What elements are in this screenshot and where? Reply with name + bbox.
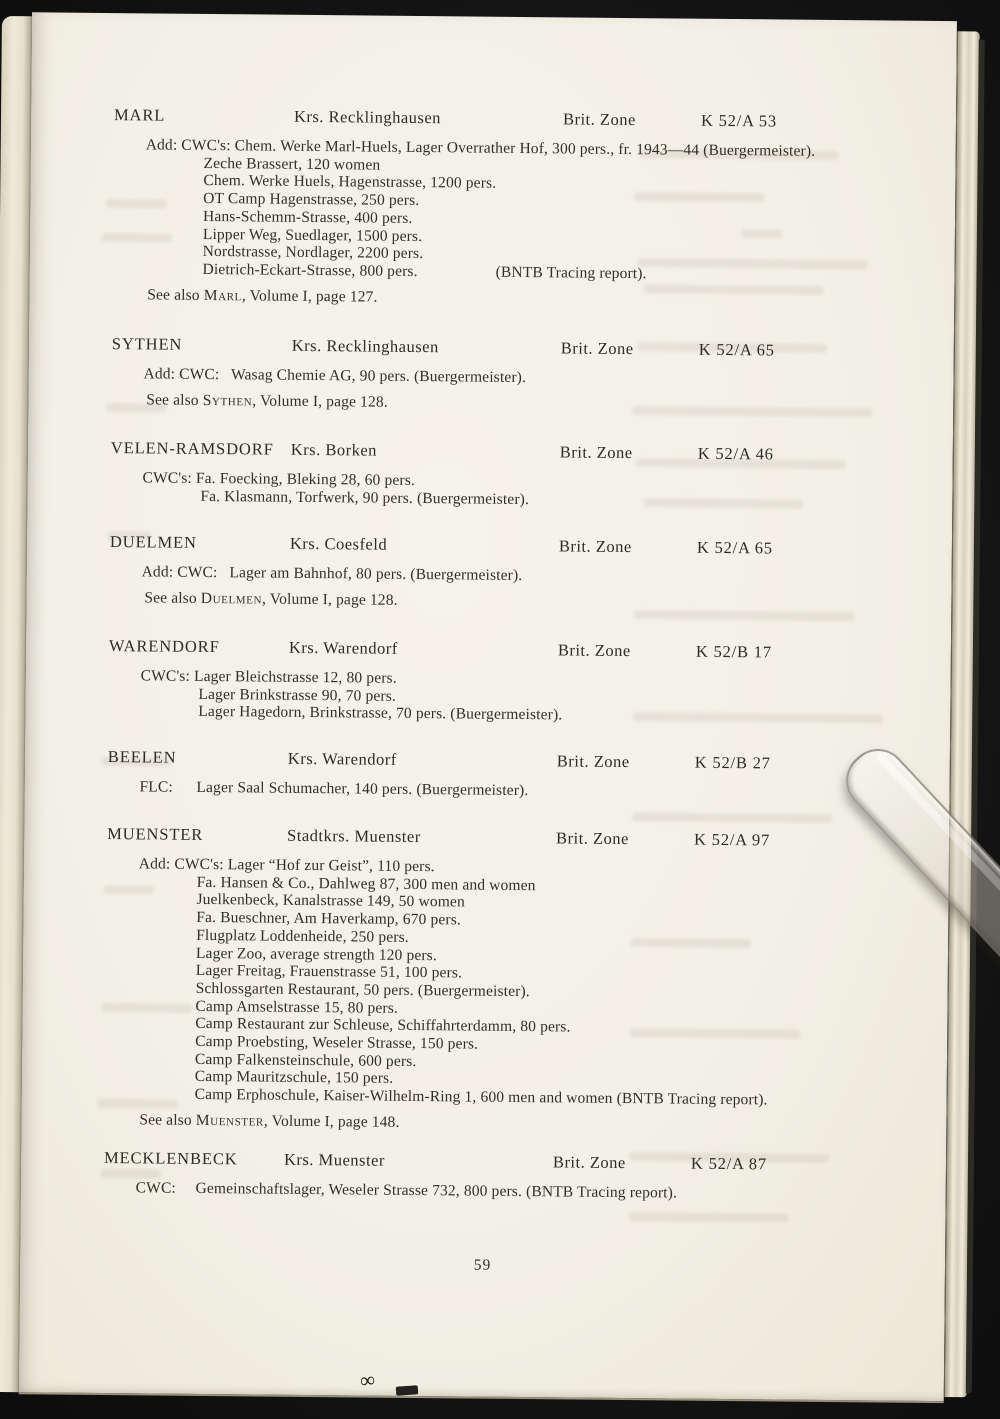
entry-line: Nordstrasse, Nordlager, 2200 pers. [202,243,424,263]
entry-line: Add: CWC: Lager am Bahnhof, 80 pers. (Buergermeister). [141,563,523,585]
occupation-zone: Brit. Zone [557,640,631,661]
entry-line: Add: CWC's: Lager “Hof zur Geist”, 110 pers. [138,855,435,876]
occupation-zone: Brit. Zone [560,338,634,359]
see-also-reference [146,391,945,416]
map-code: K 52/A 97 [694,829,771,850]
entry-body [143,365,945,417]
occupation-zone: Brit. Zone [559,442,633,463]
entry-line: Lipper Weg, Suedlager, 1500 pers. [202,225,423,245]
map-code: K 52/A 65 [698,339,775,360]
district: Krs. Warendorf [288,637,398,658]
place-name: MECKLENBECK [103,1148,238,1169]
entry-line: CWC: Gemeinschaftslager, Weseler Strasse 732, 800 pers. (BNTB Tracing report). [135,1179,678,1202]
book-page [19,12,957,1403]
district: Krs. Recklinghausen [291,335,439,357]
entry-muenster [21,823,949,1136]
entry-line: Camp Falkensteinschule, 600 pers. [194,1050,417,1070]
handwritten-mark: ∞ [358,1367,377,1393]
entry-header [21,1147,946,1177]
district: Krs. Borken [290,439,378,460]
district: Krs. Recklinghausen [293,106,442,128]
place-name: VELEN-RAMSDORF [110,438,274,459]
entry-line: Add: CWC's: Chem. Werke Marl-Huels, Lager Overrather Hof, 300 pers., fr. 1943—44 (Buergermeister). [145,136,816,160]
see-also-suffix: , Volume I, page 128. [261,590,398,609]
entry-line: Schlossgarten Restaurant, 50 pers. (Buergermeister). [195,979,530,1001]
entry-marl [29,104,956,311]
see-also-prefix: See also [146,391,203,409]
bleed-through-smudge [628,1212,788,1223]
see-also-reference [139,1111,938,1136]
district: Krs. Coesfeld [289,533,388,554]
entry-body [139,778,941,804]
entry-line: FLC: Lager Saal Schumacher, 140 pers. (Buergermeister). [139,778,529,800]
occupation-zone: Brit. Zone [556,828,630,849]
occupation-zone: Brit. Zone [556,751,630,772]
map-code: K 52/B 27 [694,752,771,773]
entry-line: Zeche Brassert, 120 women [203,154,381,174]
place-name: DUELMEN [109,532,197,552]
place-name: SYTHEN [111,334,183,354]
entry-line: Fa. Hansen & Co., Dahlweg 87, 300 men and women [196,873,536,894]
entry-duelmen [26,531,952,614]
entry-header [29,333,954,363]
entry-body [138,855,941,1137]
district: Stadtkrs. Muenster [287,825,421,847]
entry-body [142,469,944,513]
entry-line: Flugplatz Loddenheide, 250 pers. [196,926,409,946]
ink-smudge [396,1385,419,1396]
entry-mecklenbeck [21,1147,946,1205]
entry-line: CWC's: Lager Bleichstrasse 12, 80 pers. [140,667,397,687]
place-name: BEELEN [107,747,177,767]
entry-velen-ramsdorf [27,437,953,512]
see-also-suffix: , Volume I, page 148. [263,1112,400,1131]
entry-line: Camp Mauritzschule, 150 pers. [194,1068,394,1088]
see-also-prefix: See also [139,1111,196,1129]
entry-line: Juelkenbeck, Kanalstrasse 149, 50 women [196,891,465,911]
place-name: WARENDORF [108,636,220,657]
entry-beelen [24,746,949,804]
entry-line: Lager Hagedorn, Brinkstrasse, 70 pers. (Buergermeister). [198,703,563,724]
entry-line: Chem. Werke Huels, Hagenstrasse, 1200 pers. [203,172,497,193]
entry-line-text: Dietrich-Eckart-Strasse, 800 pers. [202,260,418,280]
see-also-suffix: , Volume I, page 128. [252,392,388,411]
entry-header [27,531,952,561]
entry-line: Hans-Schemm-Strasse, 400 pers. [202,207,413,227]
page-number: 59 [473,1256,492,1274]
entry-line: Lager Brinkstrasse 90, 70 pers. [198,685,397,705]
entry-warendorf [25,635,951,728]
entry-body [140,667,942,728]
occupation-zone: Brit. Zone [558,536,632,557]
place-name: MUENSTER [107,824,204,844]
see-also-place: Duelmen [200,589,263,608]
entry-line: Camp Restaurant zur Schleuse, Schiffahrterdamm, 80 pers. [195,1015,571,1036]
source-note: (BNTB Tracing report). [495,263,647,283]
see-also-place: Muenster [195,1111,264,1130]
entry-body [141,563,943,615]
see-also-place: Sythen [202,391,253,410]
entry-body [135,1179,938,1205]
see-also-prefix: See also [144,589,201,607]
entry-line: CWC's: Fa. Foecking, Bleking 28, 60 pers. [142,469,416,489]
entry-header [25,746,950,776]
map-code: K 52/A 53 [700,110,778,131]
entry-sythen [28,333,954,416]
map-code: K 52/A 87 [690,1153,768,1174]
map-code: K 52/A 46 [697,443,774,464]
entry-line: Lager Freitag, Frauenstrasse 51, 100 pers. [195,962,463,982]
see-also-suffix: , Volume I, page 127. [241,286,378,306]
occupation-zone: Brit. Zone [552,1152,626,1173]
entry-line: Camp Proebsting, Weseler Strasse, 150 pers. [195,1032,479,1053]
district: Krs. Muenster [283,1149,385,1170]
entry-header [31,104,956,134]
entry-header [28,437,953,467]
see-also-prefix: See also [147,286,204,304]
see-also-place: Marl [203,286,243,304]
entry-line: Camp Amselstrasse 15, 80 pers. [195,997,399,1017]
see-also-reference [147,286,946,311]
entry-header [26,635,951,665]
place-name: MARL [113,105,166,125]
map-code: K 52/B 17 [695,641,772,662]
entry-line: Lager Zoo, average strength 120 pers. [195,944,438,964]
district: Krs. Warendorf [287,748,397,769]
book [0,12,985,1403]
entry-line: Fa. Klasmann, Torfwerk, 90 pers. (Buergermeister). [200,487,530,508]
map-code: K 52/A 65 [696,537,773,558]
occupation-zone: Brit. Zone [562,109,636,130]
bleed-through-smudge [632,812,832,823]
entry-line: OT Camp Hagenstrasse, 250 pers. [203,190,420,210]
see-also-reference [144,589,943,614]
entry-body [145,136,948,311]
entry-line: Add: CWC: Wasag Chemie AG, 90 pers. (Buergermeister). [143,365,527,387]
entry-header [24,823,949,853]
entry-line: Camp Erphoschule, Kaiser-Wilhelm-Ring 1, 600 men and women (BNTB Tracing report). [194,1086,768,1109]
entry-line: Fa. Bueschner, Am Haverkamp, 670 pers. [196,909,462,929]
